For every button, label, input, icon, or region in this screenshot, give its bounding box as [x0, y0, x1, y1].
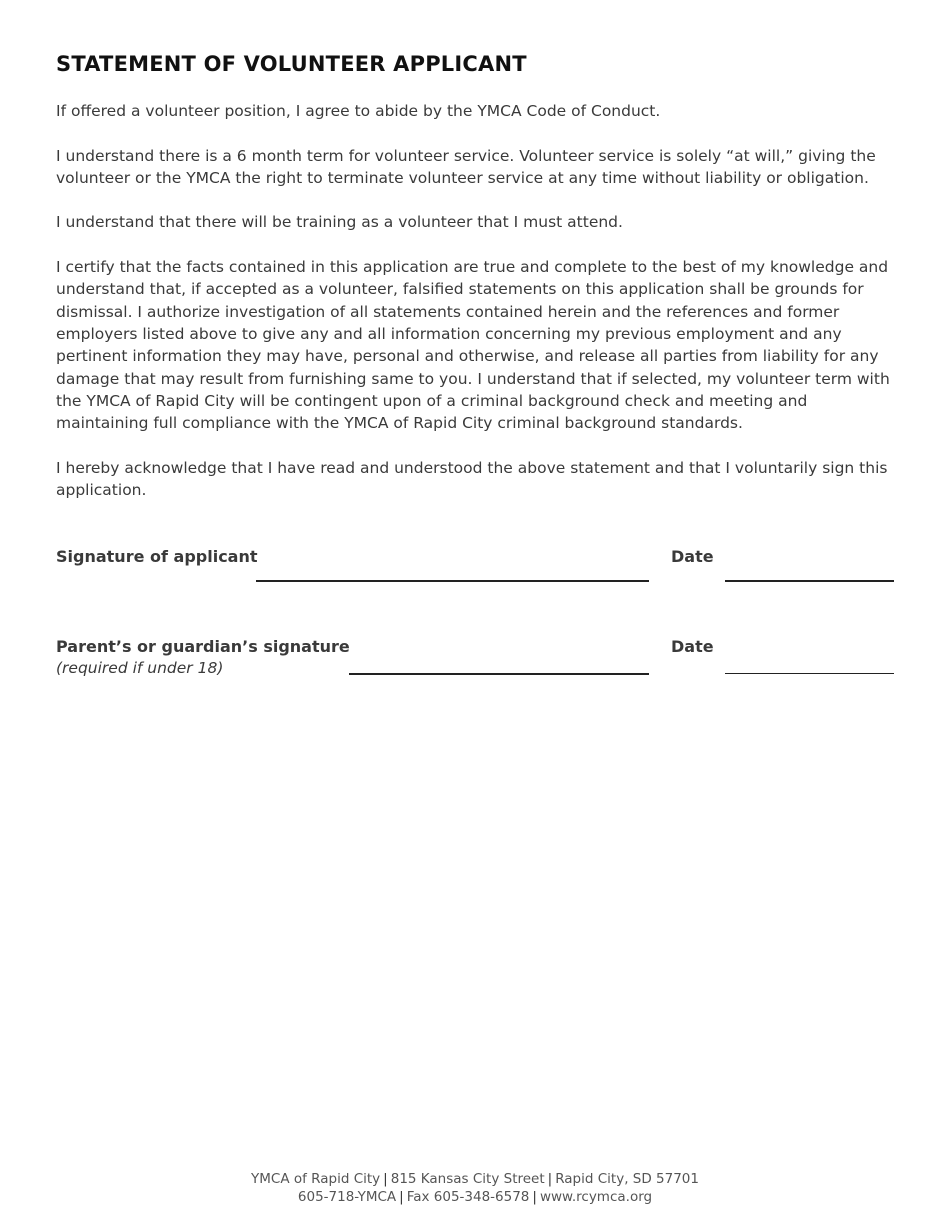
- applicant-signature-field[interactable]: [256, 580, 649, 582]
- footer-website-link[interactable]: www.rcymca.org: [539, 1189, 653, 1205]
- applicant-signature-label: Signature of applicant: [56, 547, 258, 566]
- footer-separator: |: [547, 1171, 553, 1187]
- footer-org: YMCA of Rapid City: [251, 1171, 381, 1187]
- footer-separator: |: [399, 1189, 404, 1205]
- statement-paragraph-acknowledgement: I hereby acknowledge that I have read and understood the above statement and that I voluntarily sign this application.: [56, 458, 888, 500]
- footer-address-line: [0, 1170, 950, 1188]
- footer-contact-line: [0, 1188, 950, 1206]
- footer-city: Rapid City, SD 57701: [555, 1171, 699, 1187]
- footer-phone: 605-718-YMCA: [297, 1189, 397, 1205]
- guardian-signature-note: (required if under 18): [56, 659, 224, 677]
- footer-separator: |: [383, 1171, 388, 1187]
- statement-paragraph-training: I understand that there will be training as a volunteer that I must attend.: [56, 213, 623, 232]
- guardian-signature-field[interactable]: [349, 673, 649, 675]
- guardian-signature-label: Parent’s or guardian’s signature: [56, 637, 350, 656]
- page-title: STATEMENT OF VOLUNTEER APPLICANT: [56, 52, 527, 76]
- footer-separator: |: [532, 1189, 537, 1205]
- applicant-date-field[interactable]: [725, 580, 894, 582]
- footer-fax: Fax 605-348-6578: [406, 1189, 530, 1205]
- applicant-date-label: Date: [671, 547, 714, 566]
- guardian-date-field[interactable]: [725, 673, 894, 674]
- statement-paragraph-term: I understand there is a 6 month term for volunteer service. Volunteer service is solely “at will,” giving the volunteer or the YMCA the right to terminate volunteer service at any time without liability or obligation.: [56, 146, 876, 187]
- statement-paragraph-code-of-conduct: If offered a volunteer position, I agree to abide by the YMCA Code of Conduct.: [56, 102, 661, 120]
- footer-street: 815 Kansas City Street: [390, 1171, 545, 1187]
- statement-paragraph-certification: I certify that the facts contained in this application are true and complete to the best of my knowledge and understand that, if accepted as a volunteer, falsified statements on this application shall be grounds for dismissal. I authorize investigation of all statements contained herein and the references and former employers listed above to give any and all information concerning my previous employment and any pertinent information they may have, personal and otherwise, and release all parties from liability for any damage that may result from furnishing same to you. I understand that if selected, my volunteer term with the YMCA of Rapid City will be contingent upon of a criminal background check and meeting and maintaining full compliance with the YMCA of Rapid City criminal background standards.: [56, 258, 890, 433]
- guardian-date-label: Date: [671, 637, 714, 656]
- statement-body: [56, 100, 900, 524]
